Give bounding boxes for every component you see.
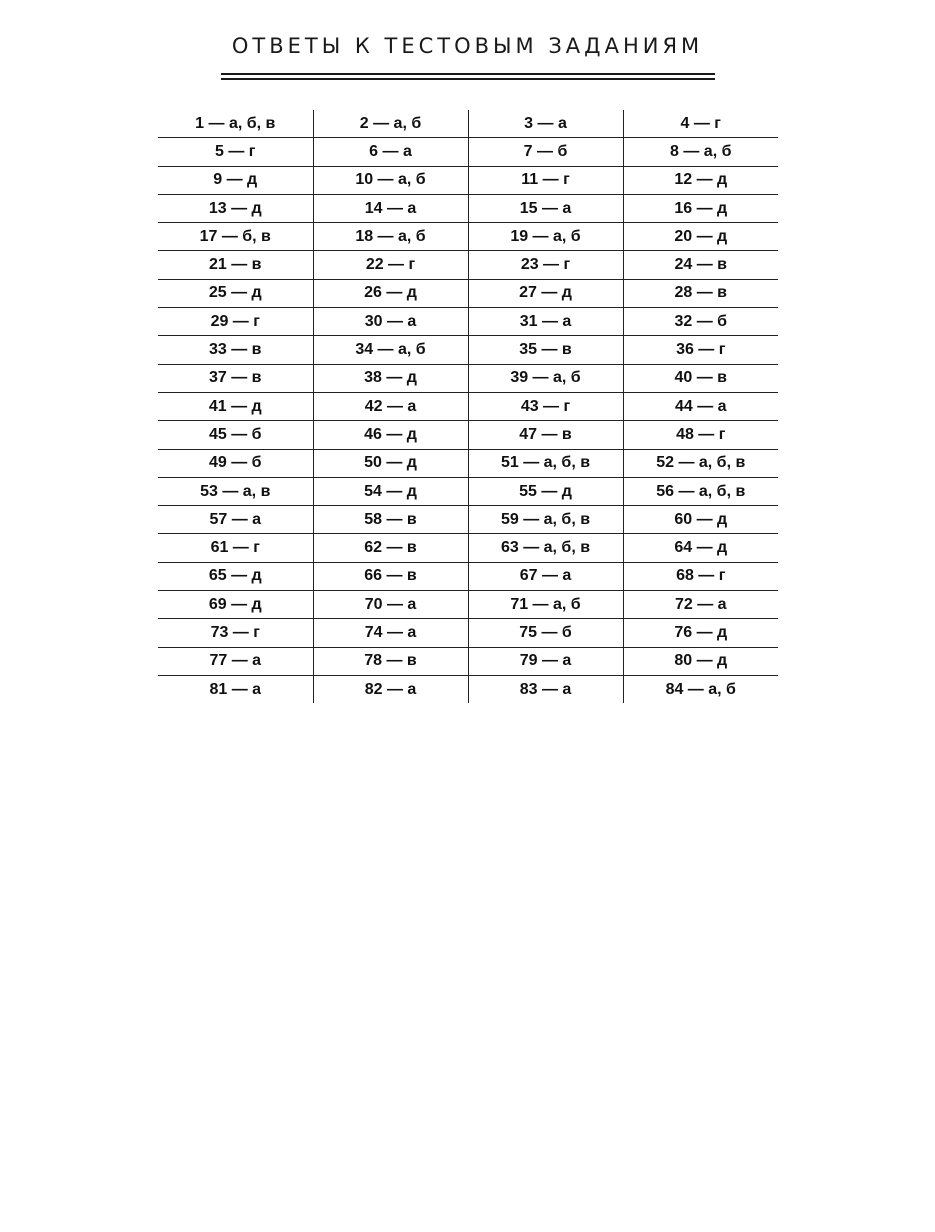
answer-cell: 29 — г [158, 308, 313, 336]
answer-cell: 30 — а [313, 308, 468, 336]
answer-cell: 34 — а, б [313, 336, 468, 364]
answer-cell: 77 — а [158, 647, 313, 675]
answers-table-body [158, 110, 778, 703]
answer-cell: 58 — в [313, 506, 468, 534]
answer-cell: 62 — в [313, 534, 468, 562]
answer-cell: 61 — г [158, 534, 313, 562]
table-row [158, 223, 778, 251]
answer-cell: 37 — в [158, 364, 313, 392]
table-row [158, 562, 778, 590]
answer-cell: 45 — б [158, 421, 313, 449]
answer-cell: 79 — а [468, 647, 623, 675]
answer-cell: 76 — д [623, 619, 778, 647]
answer-cell: 11 — г [468, 166, 623, 194]
table-row [158, 591, 778, 619]
answer-cell: 46 — д [313, 421, 468, 449]
table-row [158, 166, 778, 194]
answer-cell: 24 — в [623, 251, 778, 279]
table-row [158, 336, 778, 364]
answer-cell: 63 — а, б, в [468, 534, 623, 562]
answer-cell: 70 — а [313, 591, 468, 619]
answer-cell: 71 — а, б [468, 591, 623, 619]
answer-cell: 74 — а [313, 619, 468, 647]
answer-cell: 15 — а [468, 194, 623, 222]
answer-cell: 22 — г [313, 251, 468, 279]
table-row [158, 675, 778, 703]
answer-cell: 32 — б [623, 308, 778, 336]
answer-cell: 19 — а, б [468, 223, 623, 251]
answer-cell: 81 — а [158, 675, 313, 703]
table-row [158, 279, 778, 307]
answer-cell: 55 — д [468, 477, 623, 505]
table-row [158, 449, 778, 477]
answer-cell: 10 — а, б [313, 166, 468, 194]
answer-cell: 28 — в [623, 279, 778, 307]
answer-cell: 2 — а, б [313, 110, 468, 138]
answer-cell: 56 — а, б, в [623, 477, 778, 505]
answer-cell: 23 — г [468, 251, 623, 279]
answer-cell: 43 — г [468, 392, 623, 420]
answer-cell: 9 — д [158, 166, 313, 194]
answer-cell: 20 — д [623, 223, 778, 251]
table-row [158, 138, 778, 166]
answer-cell: 21 — в [158, 251, 313, 279]
table-row [158, 477, 778, 505]
answer-cell: 12 — д [623, 166, 778, 194]
answer-cell: 67 — а [468, 562, 623, 590]
table-row [158, 364, 778, 392]
answer-cell: 8 — а, б [623, 138, 778, 166]
answer-cell: 18 — а, б [313, 223, 468, 251]
answers-table [158, 110, 778, 703]
page-title: ОТВЕТЫ К ТЕСТОВЫМ ЗАДАНИЯМ [231, 34, 704, 58]
answer-cell: 82 — а [313, 675, 468, 703]
answer-cell: 54 — д [313, 477, 468, 505]
table-row [158, 534, 778, 562]
answer-cell: 35 — в [468, 336, 623, 364]
answer-cell: 13 — д [158, 194, 313, 222]
answer-cell: 84 — а, б [665, 680, 736, 698]
answer-cell: 44 — а [623, 392, 778, 420]
answer-cell: 27 — д [468, 279, 623, 307]
answer-cell: 50 — д [313, 449, 468, 477]
answer-cell: 7 — б [468, 138, 623, 166]
answer-cell: 60 — д [623, 506, 778, 534]
answer-cell: 41 — д [158, 392, 313, 420]
answer-cell: 83 — а [468, 675, 623, 703]
answer-cell: 66 — в [313, 562, 468, 590]
table-row [158, 194, 778, 222]
answer-cell: 78 — в [313, 647, 468, 675]
answer-cell: 47 — в [468, 421, 623, 449]
answer-cell: 26 — д [313, 279, 468, 307]
answer-cell: 65 — д [158, 562, 313, 590]
table-row [158, 421, 778, 449]
answer-cell: 25 — д [158, 279, 313, 307]
answer-cell: 3 — а [468, 110, 623, 138]
answer-cell: 75 — б [468, 619, 623, 647]
answer-cell: 68 — г [623, 562, 778, 590]
answer-cell: 14 — а [313, 194, 468, 222]
answer-cell: 69 — д [158, 591, 313, 619]
answer-cell: 40 — в [623, 364, 778, 392]
title-rule-top [221, 73, 715, 75]
answer-cell: 73 — г [158, 619, 313, 647]
answer-cell: 39 — а, б [468, 364, 623, 392]
answer-cell: 16 — д [623, 194, 778, 222]
table-row [158, 251, 778, 279]
answer-cell: 38 — д [313, 364, 468, 392]
table-row [158, 619, 778, 647]
answer-cell: 6 — а [313, 138, 468, 166]
answer-cell: 4 — г [623, 110, 778, 138]
table-row [158, 308, 778, 336]
answer-cell: 31 — а [468, 308, 623, 336]
answer-cell: 48 — г [623, 421, 778, 449]
answer-cell: 51 — а, б, в [468, 449, 623, 477]
answer-cell: 5 — г [158, 138, 313, 166]
answer-cell: 59 — а, б, в [468, 506, 623, 534]
answer-cell: 17 — б, в [158, 223, 313, 251]
table-row [158, 647, 778, 675]
table-row [158, 392, 778, 420]
answer-cell: 57 — а [158, 506, 313, 534]
answer-cell: 72 — а [623, 591, 778, 619]
answer-cell: 52 — а, б, в [623, 449, 778, 477]
answer-cell: 1 — а, б, в [158, 110, 313, 138]
title-rule-bottom [221, 78, 715, 80]
table-row [158, 110, 778, 138]
answer-cell: 42 — а [313, 392, 468, 420]
answer-cell: 33 — в [158, 336, 313, 364]
answer-cell: 49 — б [158, 449, 313, 477]
answer-cell: 36 — г [623, 336, 778, 364]
answer-cell: 53 — а, в [158, 477, 313, 505]
table-row [158, 506, 778, 534]
answer-cell: 64 — д [623, 534, 778, 562]
answer-cell: 80 — д [623, 647, 778, 675]
